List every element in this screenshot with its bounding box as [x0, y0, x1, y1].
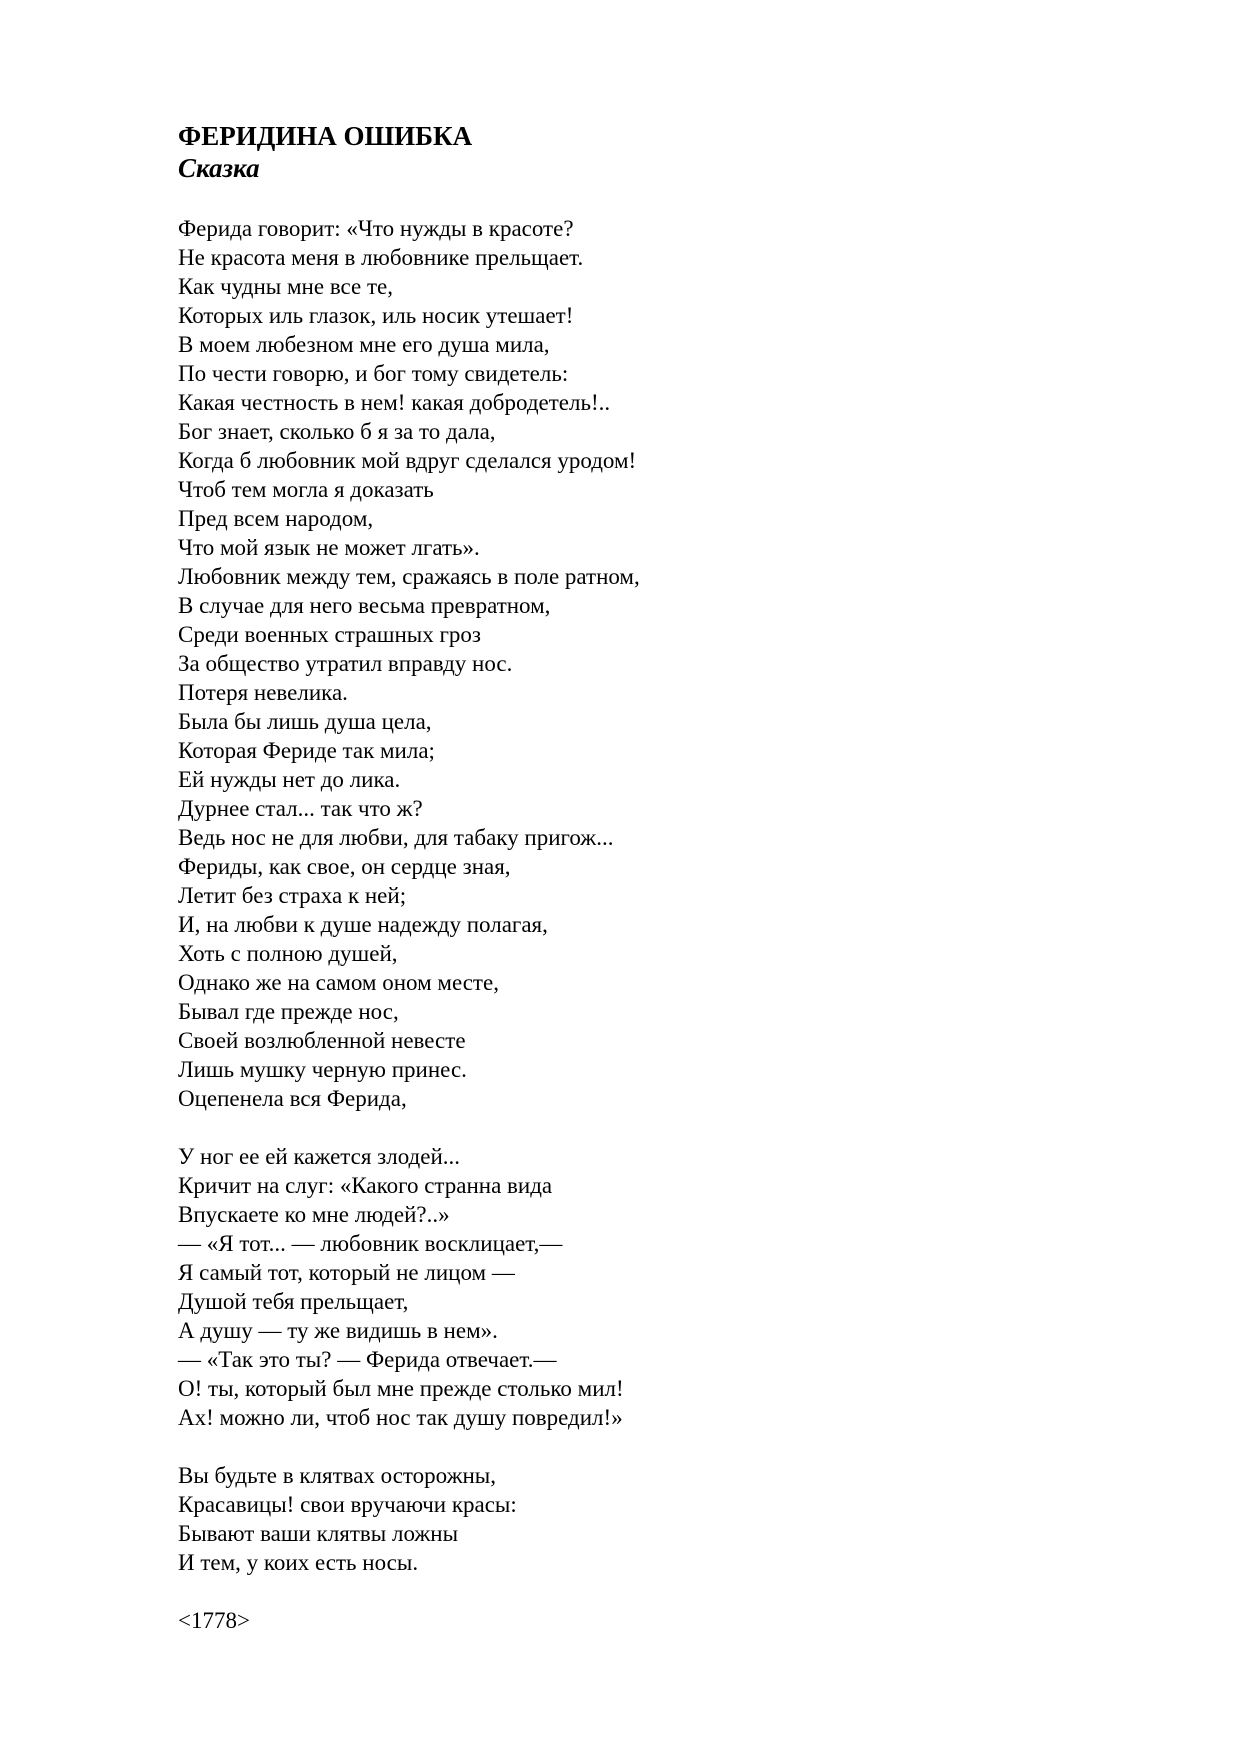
poem-line: Бывал где прежде нос,: [178, 999, 399, 1024]
poem-stanza: [178, 1142, 1178, 1432]
poem-line: Дурнее стал... так что ж?: [178, 796, 423, 821]
poem-line: О! ты, который был мне прежде столько мил!: [178, 1376, 624, 1401]
poem-line: Ах! можно ли, чтоб нос так душу повредил!»: [178, 1405, 623, 1430]
poem-line: По чести говорю, и бог тому свидетель:: [178, 361, 569, 386]
poem-line: Кричит на слуг: «Какого странна вида: [178, 1173, 553, 1198]
poem-line: Бог знает, сколько б я за то дала,: [178, 419, 496, 444]
poem-line: Однако же на самом оном месте,: [178, 970, 499, 995]
poem-line: Чтоб тем могла я доказать: [178, 477, 434, 502]
poem-line: В случае для него весьма превратном,: [178, 593, 551, 618]
poem-line: Бывают ваши клятвы ложны: [178, 1521, 459, 1546]
poem-line: За общество утратил вправду нос.: [178, 651, 513, 676]
poem-line: Фериды, как свое, он сердце зная,: [178, 854, 511, 879]
poem-line: Что мой язык не может лгать».: [178, 535, 480, 560]
poem-line: И, на любви к душе надежду полагая,: [178, 912, 548, 937]
document-page: [178, 120, 1178, 1635]
poem-line: Среди военных страшных гроз: [178, 622, 482, 647]
poem-line: Когда б любовник мой вдруг сделался уродом!: [178, 448, 637, 473]
poem-line: Оцепенела вся Ферида,: [178, 1086, 407, 1111]
poem-line: Которых иль глазок, иль носик утешает!: [178, 303, 574, 328]
poem-line: Впускаете ко мне людей?..»: [178, 1202, 450, 1227]
poem-line: Душой тебя прельщает,: [178, 1289, 409, 1314]
poem-stanza: [178, 214, 1178, 1113]
poem-line: Ей нужды нет до лика.: [178, 767, 401, 792]
poem-line: Как чудны мне все те,: [178, 274, 394, 299]
poem-line: Ведь нос не для любви, для табаку пригож...: [178, 825, 614, 850]
poem-line: Какая честность в нем! какая добродетель!..: [178, 390, 611, 415]
poem-line: — «Я тот... — любовник восклицает,—: [178, 1231, 563, 1256]
poem-line: Летит без страха к ней;: [178, 883, 407, 908]
poem-line: Была бы лишь душа цела,: [178, 709, 432, 734]
poem-line: Которая Фериде так мила;: [178, 738, 435, 763]
poem-line: Ферида говорит: «Что нужды в красоте?: [178, 216, 574, 241]
poem-line: Любовник между тем, сражаясь в поле ратном,: [178, 564, 640, 589]
poem-line: Хоть с полною душей,: [178, 941, 398, 966]
poem-line: В моем любезном мне его душа мила,: [178, 332, 550, 357]
poem-line: Пред всем народом,: [178, 506, 374, 531]
poem-line: И тем, у коих есть носы.: [178, 1550, 419, 1575]
poem-line: Лишь мушку черную принес.: [178, 1057, 467, 1082]
poem-line: Я самый тот, который не лицом —: [178, 1260, 515, 1285]
poem-line: А душу — ту же видишь в нем».: [178, 1318, 498, 1343]
poem-line: У ног ее ей кажется злодей...: [178, 1144, 461, 1169]
poem-date: <1778>: [178, 1608, 250, 1633]
poem-title: ФЕРИДИНА ОШИБКА: [178, 121, 473, 151]
poem-line: Потеря невелика.: [178, 680, 348, 705]
poem-stanza: [178, 1461, 1178, 1577]
poem-line: Красавицы! свои вручаючи красы:: [178, 1492, 517, 1517]
poem-line: Не красота меня в любовнике прельщает.: [178, 245, 584, 270]
poem-line: Своей возлюбленной невесте: [178, 1028, 466, 1053]
poem-line: — «Так это ты? — Ферида отвечает.—: [178, 1347, 557, 1372]
poem-subtitle: Сказка: [178, 153, 260, 183]
poem-line: Вы будьте в клятвах осторожны,: [178, 1463, 497, 1488]
poem-body: [178, 214, 1178, 1577]
